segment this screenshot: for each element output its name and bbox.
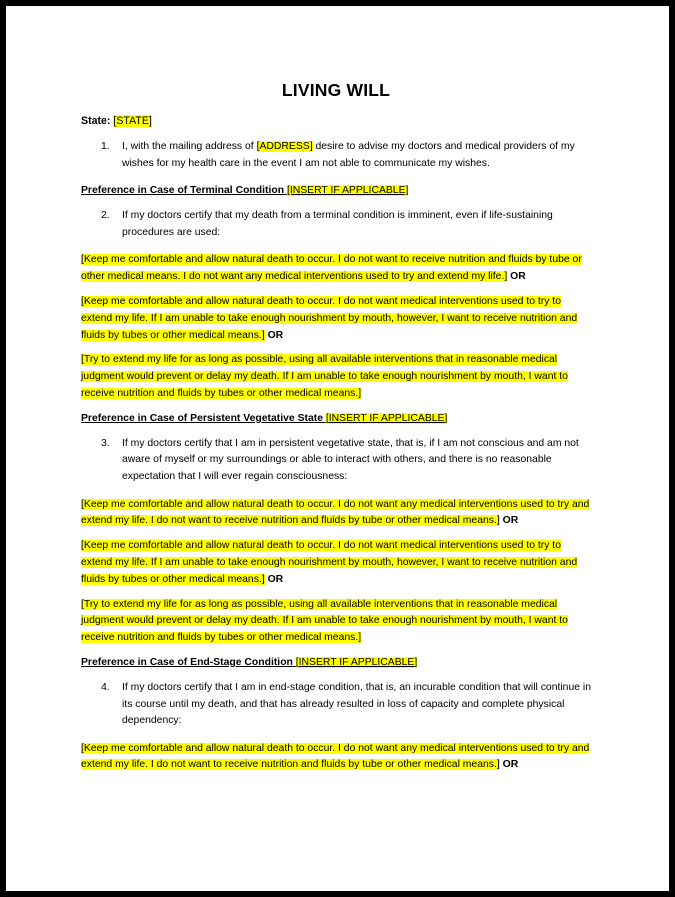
document-page <box>6 6 669 891</box>
option-text: [Keep me comfortable and allow natural death to occur. I do not want medical interventions used to try to extend my life. If I am unable to take enough nourishment by mouth, however, I want to receive nutrition and fluids by tubes or other medical means.] <box>81 295 578 341</box>
option-paragraph <box>81 294 591 344</box>
item-number: 4. <box>101 681 110 693</box>
item-number: 2. <box>101 210 110 222</box>
item-number: 1. <box>101 141 110 152</box>
numbered-item-2 <box>81 208 591 241</box>
item-text: If my doctors certify that I am in persistent vegetative state, that is, if I am not conscious and am not aware of myself or my surroundings or able to interact with others, and there is no reasonable expectation that I will ever regain consciousness: <box>122 437 579 482</box>
option-paragraph <box>81 597 591 647</box>
option-paragraph <box>81 252 591 286</box>
section-heading-vegetative <box>81 411 591 427</box>
heading-text: Preference in Case of Persistent Vegetative State <box>81 412 323 424</box>
option-text: [Keep me comfortable and allow natural death to occur. I do not want any medical interventions used to try and extend my life. I do not want to receive nutrition and fluids by tube or other medical means.] <box>81 498 590 527</box>
numbered-item-3 <box>81 436 591 486</box>
item-text-post: desire to advise my doctors and medical providers of my wishes for my health care in the event I am not able to communicate my wishes. <box>122 141 575 169</box>
insert-placeholder: [INSERT IF APPLICABLE] <box>325 412 448 424</box>
section-heading-terminal <box>81 183 591 199</box>
insert-placeholder: [INSERT IF APPLICABLE] <box>295 656 418 668</box>
section-heading-end-stage <box>81 655 591 671</box>
option-paragraph <box>81 497 591 531</box>
insert-placeholder: [INSERT IF APPLICABLE] <box>286 185 409 197</box>
item-text: If my doctors certify that my death from a terminal condition is imminent, even if life-sustaining procedures are used: <box>122 210 553 238</box>
or-label: OR <box>502 759 519 771</box>
or-label: OR <box>267 329 284 341</box>
option-text: [Keep me comfortable and allow natural death to occur. I do not want any medical interventions used to try and extend my life. I do not want to receive nutrition and fluids by tube or other medical means.] <box>81 742 590 771</box>
state-label: State: <box>81 115 111 127</box>
option-paragraph <box>81 352 591 402</box>
address-placeholder: [ADDRESS] <box>256 141 313 152</box>
document-title: LIVING WILL <box>281 80 391 100</box>
state-placeholder: [STATE] <box>113 115 152 127</box>
item-text: If my doctors certify that I am in end-stage condition, that is, an incurable condition that will continue in its course until my death, and that has already resulted in loss of capacity and complete physical dependency: <box>122 681 591 727</box>
option-text: [Keep me comfortable and allow natural death to occur. I do not want medical interventions used to try to extend my life. If I am unable to take enough nourishment by mouth, however, I want to receive nutrition and fluids by tubes or other medical means.] <box>81 540 578 585</box>
item-text-pre: I, with the mailing address of <box>122 141 257 152</box>
state-line <box>81 115 591 127</box>
or-label: OR <box>502 515 519 527</box>
option-paragraph <box>81 538 591 588</box>
or-label: OR <box>267 573 284 585</box>
option-text: [Keep me comfortable and allow natural death to occur. I do not want to receive nutrition and fluids by tube or other medical means. I do not want any medical interventions used to try and extend my life.] <box>81 254 582 283</box>
option-text: [Try to extend my life for as long as possible, using all available interventions that in reasonable medical judgment would prevent or delay my death. If I am unable to take enough nourishment by mouth, I want to receive nutrition and fluids by tubes or other medical means.] <box>81 598 568 644</box>
item-number: 3. <box>101 437 110 449</box>
or-label: OR <box>510 271 526 283</box>
numbered-item-1 <box>81 139 591 172</box>
heading-text: Preference in Case of Terminal Condition <box>81 185 285 197</box>
heading-text: Preference in Case of End-Stage Condition <box>81 656 293 668</box>
numbered-item-4 <box>81 680 591 730</box>
option-paragraph <box>81 741 591 775</box>
option-text: [Try to extend my life for as long as possible, using all available interventions that in reasonable medical judgment would prevent or delay my death. If I am unable to take enough nourishment by mouth, I want to receive nutrition and fluids by tubes or other medical means.] <box>81 354 568 399</box>
